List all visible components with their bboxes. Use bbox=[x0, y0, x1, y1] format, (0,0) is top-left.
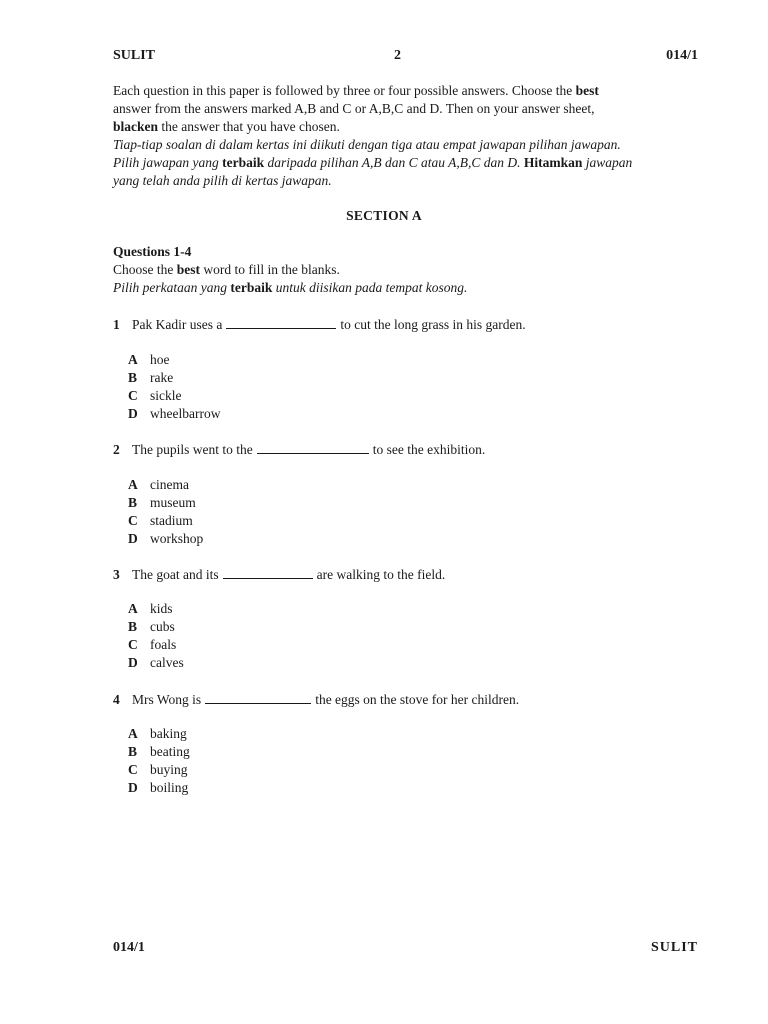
option-text: wheelbarrow bbox=[150, 406, 221, 421]
question-text-after: are walking to the field. bbox=[316, 567, 446, 582]
header-paper-code: 014/1 bbox=[666, 48, 698, 63]
option-letter: C bbox=[128, 513, 138, 528]
instruction-en-line-2: answer from the answers marked A,B and C or A,B,C and D. Then on your answer sheet, bbox=[113, 101, 595, 116]
option-letter: C bbox=[128, 637, 138, 652]
questions-instruction-en: Choose the best word to fill in the blanks. bbox=[113, 262, 340, 277]
question-2 bbox=[113, 440, 485, 459]
option bbox=[128, 654, 184, 672]
option-letter: C bbox=[128, 762, 138, 777]
answer-blank bbox=[257, 440, 369, 454]
option bbox=[128, 618, 184, 636]
option bbox=[128, 512, 203, 530]
option-letter: D bbox=[128, 406, 138, 421]
footer-classification: SULIT bbox=[650, 940, 698, 955]
option-letter: C bbox=[128, 388, 138, 403]
questions-header bbox=[113, 243, 467, 297]
question-text-after: to cut the long grass in his garden. bbox=[340, 317, 526, 332]
instructions bbox=[113, 82, 703, 190]
page-footer bbox=[113, 940, 698, 958]
answer-blank bbox=[205, 690, 311, 704]
footer-paper-code: 014/1 bbox=[113, 940, 145, 955]
question-4-options bbox=[128, 725, 190, 797]
option-text: foals bbox=[150, 637, 177, 652]
option bbox=[128, 743, 190, 761]
option-text: buying bbox=[150, 762, 188, 777]
option-text: boiling bbox=[150, 780, 189, 795]
answer-blank bbox=[226, 315, 336, 329]
question-text-before: The goat and its bbox=[132, 567, 219, 582]
section-title: SECTION A bbox=[346, 208, 422, 223]
header-page-number: 2 bbox=[394, 48, 401, 63]
option-text: beating bbox=[150, 744, 190, 759]
option bbox=[128, 779, 190, 797]
option bbox=[128, 369, 220, 387]
question-1 bbox=[113, 315, 526, 334]
option-letter: D bbox=[128, 780, 138, 795]
option-text: calves bbox=[150, 655, 184, 670]
question-4 bbox=[113, 690, 519, 709]
option bbox=[128, 761, 190, 779]
question-number: 1 bbox=[113, 317, 120, 332]
option bbox=[128, 387, 220, 405]
question-3 bbox=[113, 565, 445, 584]
option-letter: D bbox=[128, 655, 138, 670]
instruction-ms-line-3: yang telah anda pilih di kertas jawapan. bbox=[113, 173, 332, 188]
question-3-options bbox=[128, 600, 184, 672]
option-letter: A bbox=[128, 477, 138, 492]
option-letter: B bbox=[128, 744, 138, 759]
page-header bbox=[113, 48, 698, 66]
question-text-before: Pak Kadir uses a bbox=[132, 317, 223, 332]
option-letter: A bbox=[128, 601, 138, 616]
questions-instruction-ms: Pilih perkataan yang terbaik untuk diisikan pada tempat kosong. bbox=[113, 280, 468, 295]
instruction-ms-line-2: Pilih jawapan yang terbaik daripada pilihan A,B dan C atau A,B,C dan D. Hitamkan jawapan bbox=[113, 155, 633, 170]
option-letter: A bbox=[128, 726, 138, 741]
option-text: workshop bbox=[150, 531, 204, 546]
option bbox=[128, 476, 203, 494]
question-2-options bbox=[128, 476, 203, 548]
question-text-before: Mrs Wong is bbox=[132, 692, 202, 707]
questions-range-title: Questions 1-4 bbox=[113, 244, 192, 259]
question-text-after: to see the exhibition. bbox=[372, 442, 486, 457]
option-text: cinema bbox=[150, 477, 189, 492]
option bbox=[128, 530, 203, 548]
question-text-before: The pupils went to the bbox=[132, 442, 253, 457]
question-number: 3 bbox=[113, 567, 120, 582]
question-text-after: the eggs on the stove for her children. bbox=[315, 692, 520, 707]
option-text: sickle bbox=[150, 388, 182, 403]
option-text: museum bbox=[150, 495, 196, 510]
option bbox=[128, 636, 184, 654]
option bbox=[128, 405, 220, 423]
instruction-ms-line-1: Tiap-tiap soalan di dalam kertas ini diikuti dengan tiga atau empat jawapan pilihan jawapan. bbox=[113, 137, 621, 152]
option-letter: B bbox=[128, 619, 138, 634]
option-text: baking bbox=[150, 726, 187, 741]
option-letter: D bbox=[128, 531, 138, 546]
option bbox=[128, 494, 203, 512]
instruction-en-line-1: Each question in this paper is followed by three or four possible answers. Choose the best bbox=[113, 83, 599, 98]
option-text: kids bbox=[150, 601, 173, 616]
header-classification: SULIT bbox=[113, 48, 156, 63]
option bbox=[128, 600, 184, 618]
option-letter: B bbox=[128, 370, 138, 385]
option-text: cubs bbox=[150, 619, 175, 634]
option bbox=[128, 725, 190, 743]
option-text: stadium bbox=[150, 513, 193, 528]
question-number: 4 bbox=[113, 692, 120, 707]
question-1-options bbox=[128, 351, 220, 423]
question-number: 2 bbox=[113, 442, 120, 457]
instruction-en-line-3: blacken the answer that you have chosen. bbox=[113, 119, 340, 134]
option-text: rake bbox=[150, 370, 174, 385]
answer-blank bbox=[223, 565, 313, 579]
option bbox=[128, 351, 220, 369]
option-letter: B bbox=[128, 495, 138, 510]
option-letter: A bbox=[128, 352, 138, 367]
option-text: hoe bbox=[150, 352, 170, 367]
